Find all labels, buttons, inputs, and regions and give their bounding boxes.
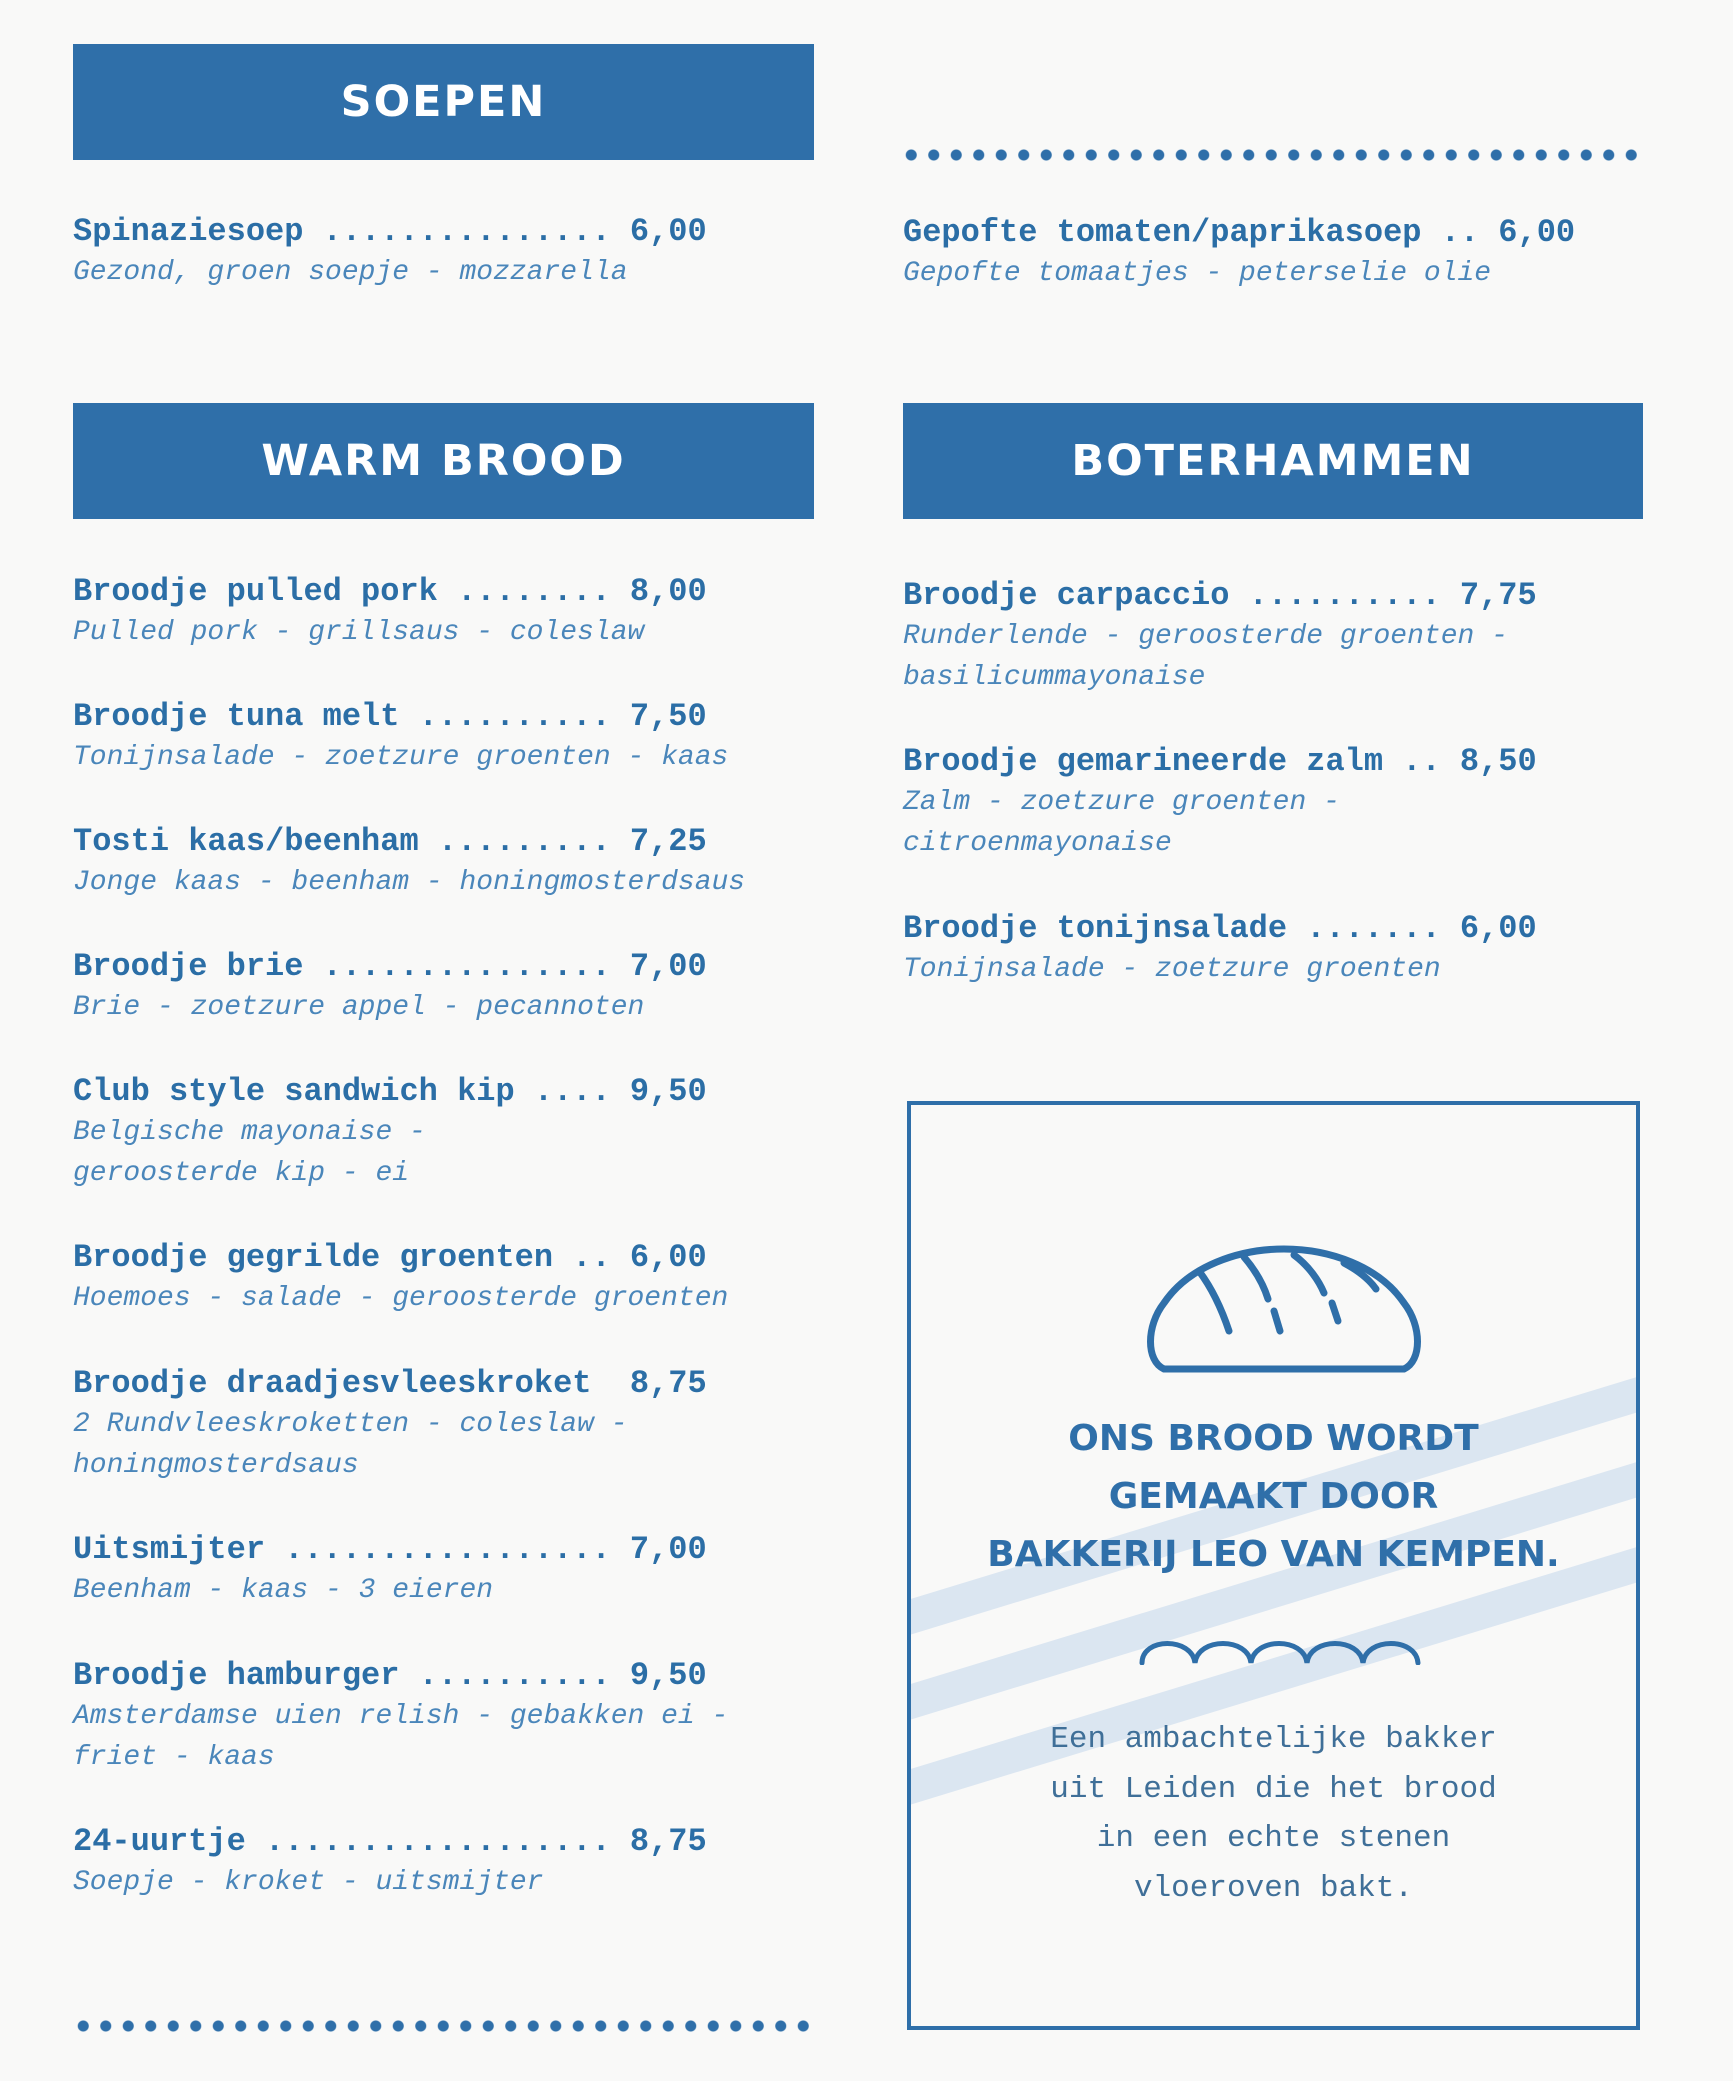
item-description: Amsterdamse uien relish - gebakken ei - [73,1701,729,1732]
item-description: Beenham - kaas - 3 eieren [73,1575,494,1606]
item-description: Hoemoes - salade - geroosterde groenten [73,1283,729,1314]
bakery-title-line: GEMAAKT DOOR [1108,1476,1439,1517]
scallop-divider-icon [1139,1629,1421,1665]
menu-item [73,822,745,903]
menu-item [73,1072,707,1194]
bakery-title [911,1410,1636,1584]
warm-brood-header [73,403,814,519]
item-name-price: Broodje carpaccio .......... 7,75 [903,577,1537,614]
bakery-title-line: ONS BROOD WORDT [1068,1418,1479,1459]
item-description: Zalm - zoetzure groenten - [903,787,1340,818]
menu-item-spinaziesoep [73,212,707,293]
item-description: Brie - zoetzure appel - pecannoten [73,992,645,1023]
menu-item-gepofte-tomatensoep [903,213,1575,294]
item-name-price: Broodje pulled pork ........ 8,00 [73,573,707,610]
item-name-price: Club style sandwich kip .... 9,50 [73,1073,707,1110]
bakery-description-line: in een echte stenen [1096,1821,1451,1856]
soepen-title: SOEPEN [340,77,547,127]
bread-icon [1144,1241,1424,1381]
item-description: Soepje - kroket - uitsmijter [73,1867,544,1898]
dotted-divider-top-right [900,149,1645,161]
menu-item [73,697,728,778]
menu-item [903,742,1537,864]
item-name-price: 24-uurtje .................. 8,75 [73,1823,707,1860]
item-description: honingmosterdsaus [73,1450,359,1481]
item-description: citroenmayonaise [903,828,1172,859]
item-name-price: Broodje tuna melt .......... 7,50 [73,698,707,735]
item-description: basilicummayonaise [903,662,1206,693]
item-description: Pulled pork - grillsaus - coleslaw [73,617,645,648]
bakery-description-line: uit Leiden die het brood [1050,1771,1497,1807]
item-description: Runderlende - geroosterde groenten - [903,621,1508,652]
menu-item [903,576,1537,698]
menu-item [73,572,707,653]
dotted-divider-bottom-left [72,2020,817,2032]
menu-item [73,1364,707,1486]
item-name-price: Broodje gemarineerde zalm .. 8,50 [903,743,1537,780]
bakery-description [911,1715,1636,1913]
item-description: Tonijnsalade - zoetzure groenten [903,954,1441,985]
menu-item [73,1822,707,1903]
warm-brood-title: WARM BROOD [261,436,626,486]
menu-item [73,1656,728,1778]
menu-item [73,947,707,1028]
bakery-info-box [907,1101,1640,2030]
item-name-price: Broodje tonijnsalade ....... 6,00 [903,910,1537,947]
item-name-price: Uitsmijter ................. 7,00 [73,1531,707,1568]
soepen-header [73,44,814,160]
item-description: Belgische mayonaise - [73,1117,426,1148]
item-description: friet - kaas [73,1742,275,1773]
bakery-description-line: vloeroven bakt. [1133,1870,1414,1906]
item-name-price: Broodje hamburger .......... 9,50 [73,1657,707,1694]
item-description: 2 Rundvleeskroketten - coleslaw - [73,1409,628,1440]
item-name-price: Tosti kaas/beenham ......... 7,25 [73,823,707,860]
menu-item [73,1530,707,1611]
item-description: Tonijnsalade - zoetzure groenten - kaas [73,742,729,773]
item-name-price: Gepofte tomaten/paprikasoep .. 6,00 [903,214,1576,251]
boterhammen-header [903,403,1643,519]
item-description: geroosterde kip - ei [73,1158,410,1189]
menu-item [903,909,1537,990]
item-name-price: Broodje draadjesvleeskroket 8,75 [73,1365,707,1402]
item-description: Jonge kaas - beenham - honingmosterdsaus [73,867,746,898]
item-description: Gepofte tomaatjes - peterselie olie [903,258,1492,289]
bakery-title-line: BAKKERIJ LEO VAN KEMPEN. [987,1534,1560,1575]
menu-item [73,1238,728,1319]
item-description: Gezond, groen soepje - mozzarella [73,257,628,288]
item-name-price: Spinaziesoep ............... 6,00 [73,213,707,250]
item-name-price: Broodje gegrilde groenten .. 6,00 [73,1239,707,1276]
bakery-description-line: Een ambachtelijke bakker [1050,1722,1497,1757]
boterhammen-title: BOTERHAMMEN [1071,436,1475,486]
item-name-price: Broodje brie ............... 7,00 [73,948,707,985]
